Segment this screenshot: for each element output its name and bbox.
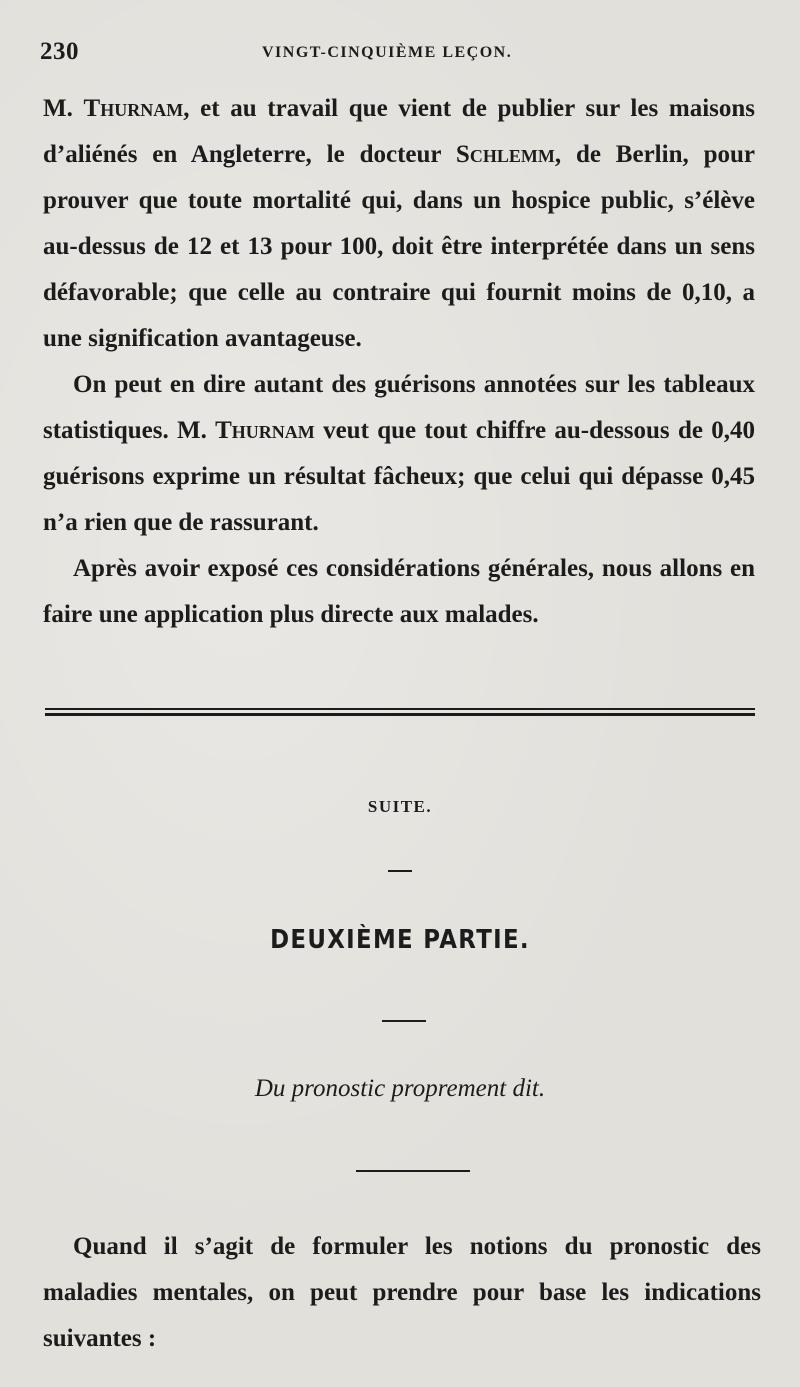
suite-heading: SUITE. (367, 797, 433, 816)
paragraph-text: , de Berlin, pour prouver que toute mortalité qui, dans un hospice public, s’élève au-dessus de 12 et 13 pour 100, doit être interprétée dans un sens défavorable; que celle au contraire qui fournit moins de 0,10, a une signification avantageuse. (43, 141, 755, 352)
paragraph-application: Après avoir exposé ces considérations générales, nous allons en faire une application plus directe aux malades. (43, 555, 755, 628)
subtitle-rule (356, 1170, 470, 1172)
section-subtitle: Du pronostic proprement dit. (254, 1075, 546, 1102)
paragraph-thurnam-mortality (43, 86, 755, 362)
running-head: VINGT-CINQUIÈME LEÇON. (262, 44, 513, 61)
author-name-thurnam: Thurnam (215, 417, 315, 444)
paragraph-text: On peut en dire autant des guérisons annotées sur les tableaux statistiques. M. (43, 371, 755, 444)
paragraph-guerisons (43, 362, 755, 546)
divider-thin-line (45, 708, 755, 710)
author-name-thurnam: Thurnam (83, 95, 184, 122)
paragraph-pronostic: Quand il s’agit de formuler les notions du pronostic des maladies mentales, on peut prendre pour base les indications suivantes : (43, 1233, 761, 1352)
divider-thick-line (45, 713, 755, 716)
paragraph-text: , et au travail que vient de publier sur les maisons d’aliénés en Angleterre, le docteur (43, 95, 755, 168)
author-name-schlemm: Schlemm (455, 141, 555, 168)
paragraph-text: veut que tout chiffre au-dessous de 0,40 guérisons exprime un résultat fâcheux; que celui qui dépasse 0,45 n’a rien que de rassurant. (43, 417, 755, 536)
paragraph-text: M. (43, 95, 84, 122)
short-dash (382, 1020, 426, 1022)
short-dash (388, 870, 412, 872)
section-divider (45, 708, 755, 717)
page-number: 230 (40, 38, 79, 65)
part-title: DEUXIÈME PARTIE. (270, 925, 530, 955)
page-header (40, 38, 760, 68)
